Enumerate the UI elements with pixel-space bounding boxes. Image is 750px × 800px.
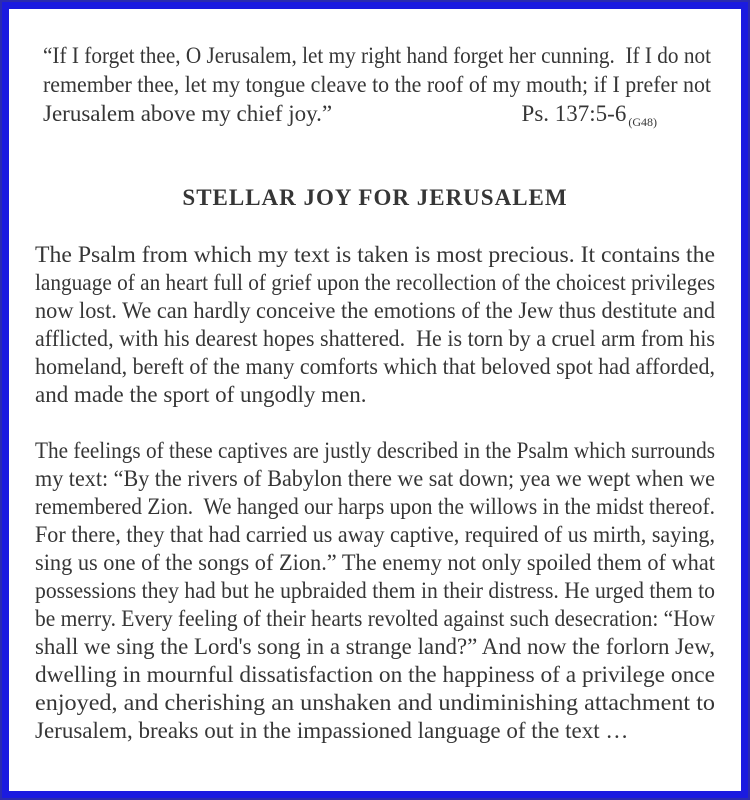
text-line: enjoyed, and cherishing an unshaken and undiminishing attachment to [35, 690, 715, 715]
quote-last-line [43, 99, 711, 137]
text-line: Jerusalem, breaks out in the impassioned language of the text … [35, 718, 629, 743]
text-line: remembered Zion. We hanged our harps upon the willows in the midst thereof. [35, 494, 715, 519]
text-line: now lost. We can hardly conceive the emotions of the Jew thus destitute and [35, 298, 715, 323]
text-line: afflicted, with his dearest hopes shattered. He is torn by a cruel arm from his [35, 326, 715, 351]
quote-closing-text: Jerusalem above my chief joy.” [43, 101, 333, 126]
scripture-quote [43, 41, 711, 137]
sermon-title: STELLAR JOY FOR JERUSALEM [182, 185, 568, 210]
text-line: dwelling in mournful dissatisfaction on the happiness of a privilege once [35, 662, 715, 687]
text-line: homeland, bereft of the many comforts which that beloved spot had afforded, [35, 354, 715, 379]
text-line: remember thee, let my tongue cleave to the roof of my mouth; if I prefer not [43, 72, 711, 97]
text-line: “If I forget thee, O Jerusalem, let my right hand forget her cunning. If I do not [43, 43, 711, 68]
paragraph-1 [35, 241, 715, 409]
text-line: my text: “By the rivers of Babylon there we sat down; yea we wept when we [35, 466, 715, 491]
reference-source-note: (G48) [628, 115, 657, 129]
text-line: and made the sport of ungodly men. [35, 382, 367, 407]
reference-text: Ps. 137:5-6 [521, 101, 627, 126]
scripture-quote-lines [43, 41, 711, 99]
document-page [2, 2, 748, 798]
text-line: shall we sing the Lord's song in a strange land?” And now the forlorn Jew, [35, 634, 715, 659]
text-line: The Psalm from which my text is taken is most precious. It contains the [35, 242, 715, 267]
text-line: be merry. Every feeling of their hearts revolted against such desecration: “How [35, 606, 715, 631]
text-line: sing us one of the songs of Zion.” The enemy not only spoiled them of what [35, 550, 715, 575]
paragraph-2 [35, 437, 715, 745]
text-line: For there, they that had carried us away captive, required of us mirth, saying, [35, 522, 715, 547]
scripture-reference [522, 99, 657, 137]
text-line: The feelings of these captives are justly described in the Psalm which surrounds [35, 438, 715, 463]
text-line: language of an heart full of grief upon the recollection of the choicest privileges [35, 270, 715, 295]
text-line: possessions they had but he upbraided them in their distress. He urged them to [35, 578, 715, 603]
